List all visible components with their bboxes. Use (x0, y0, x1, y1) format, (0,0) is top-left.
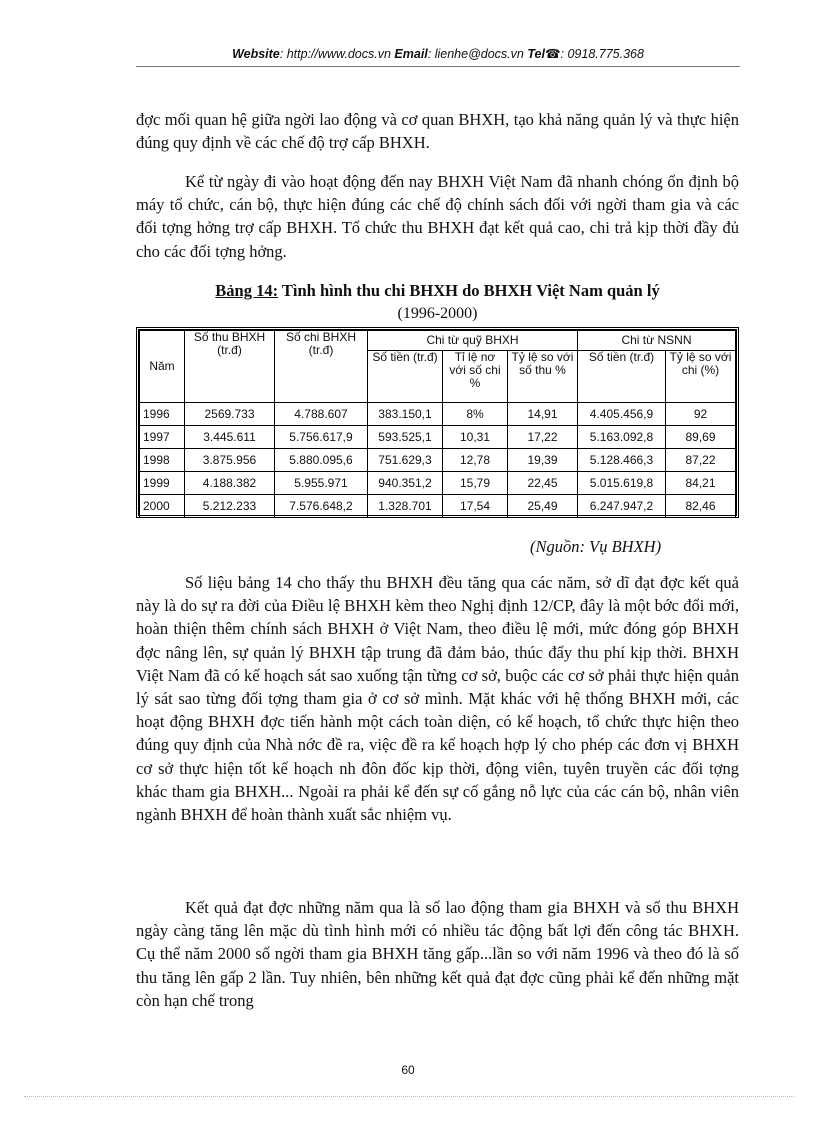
table-row (140, 495, 736, 518)
table-cell: 89,69 (666, 426, 736, 449)
table-source: (Nguồn: Vụ BHXH) (530, 537, 662, 556)
page-number: 60 (401, 1063, 415, 1077)
col-group-budget: Chi từ NSNN (578, 331, 736, 351)
col-header-expense: Số chi BHXH (tr.đ) (275, 331, 368, 403)
tel-label: Tel (527, 47, 545, 61)
table-cell: 4.405.456,9 (578, 403, 666, 426)
table-cell: 25,49 (508, 495, 578, 518)
table-cell: 17,22 (508, 426, 578, 449)
table-cell: 1999 (140, 472, 185, 495)
table-subtitle: (1996-2000) (397, 305, 478, 322)
table-cell: 5.880.095,6 (275, 449, 368, 472)
table-cell: 7.576.648,2 (275, 495, 368, 518)
table-cell: 5.015.619,8 (578, 472, 666, 495)
table-row (140, 449, 736, 472)
table-cell: 1996 (140, 403, 185, 426)
table-cell: 940.351,2 (368, 472, 443, 495)
table-cell: 5.212.233 (185, 495, 275, 518)
table-cell: 22,45 (508, 472, 578, 495)
col-header-year: Năm (140, 331, 185, 403)
data-table-frame (136, 327, 739, 518)
email-value: : lienhe@docs.vn (427, 47, 524, 61)
table-cell: 12,78 (443, 449, 508, 472)
table-cell: 4.788.607 (275, 403, 368, 426)
table-cell: 1.328.701 (368, 495, 443, 518)
table-cell: 92 (666, 403, 736, 426)
table-row (140, 472, 736, 495)
table-cell: 1998 (140, 449, 185, 472)
table-row (140, 426, 736, 449)
paragraph-3: Số liệu bảng 14 cho thấy thu BHXH đều tăng qua các năm, sở dĩ đạt đợc kết quả này là do sự ra đời của Điều lệ BHXH kèm theo Nghị định 12/CP, đây là một bớc đổi mới, hoàn thiện thêm chính sách BHXH ở Việt Nam, theo điều lệ mới, mức đóng góp BHXH đợc nâng lên, sự quản lý BHXH tập trung đã đảm bảo, thúc đẩy thu phí kịp thời. BHXH Việt Nam đã có kế hoạch sát sao xuống tận từng cơ sở, buộc các cơ sở phải thực hiện quản lý sát sao từng đối tợng tham gia ở cơ sở mình. Mặt khác với hệ thống BHXH mới, các hoạt động BHXH đợc tiến hành một cách toàn diện, có kế hoạch, tổ chức thực hiện theo đúng quy định của Nhà nớc đề ra, việc đề ra kế hoạch hợp lý cho phép các đơn vị BHXH cơ sở thực hiện tốt kế hoạch nh đôn đốc kịp thời, động viên, tuyên truyền các đối tợng khác tham gia BHXH... Ngoài ra phải kể đến sự cố gắng nỗ lực của các cán bộ, nhân viên ngành BHXH để hoàn thành xuất sắc nhiệm vụ. (136, 573, 739, 825)
tel-value: ☎: 0918.775.368 (544, 47, 644, 61)
col-group-fund: Chi từ quỹ BHXH (368, 331, 578, 351)
table-cell: 5.163.092,8 (578, 426, 666, 449)
table-cell: 10,31 (443, 426, 508, 449)
table-cell: 1997 (140, 426, 185, 449)
paragraph-4: Kết quả đạt đợc những năm qua là số lao động tham gia BHXH và số thu BHXH ngày càng tăng lên mặc dù tình hình mới có nhiều tác động bất lợi đến công tác BHXH. Cụ thể năm 2000 số ngời tham gia BHXH tăng gấp...lần so với năm 1996 và theo đó là số thu tăng lên gấp 2 lần. Tuy nhiên, bên những kết quả đạt đợc cũng phải kể đến những mặt còn hạn chế trong (136, 898, 739, 1010)
table-cell: 3.875.956 (185, 449, 275, 472)
table-cell: 3.445.611 (185, 426, 275, 449)
table-cell: 383.150,1 (368, 403, 443, 426)
table-cell: 2569.733 (185, 403, 275, 426)
website-value: : http://www.docs.vn (279, 47, 391, 61)
col-header-fund-ratio-revenue: Tỷ lệ so với số thu % (508, 351, 578, 403)
col-header-budget-amount: Số tiền (tr.đ) (578, 351, 666, 403)
table-cell: 5.756.617,9 (275, 426, 368, 449)
table-cell: 19,39 (508, 449, 578, 472)
footer-divider (24, 1096, 794, 1097)
col-header-revenue: Số thu BHXH (tr.đ) (185, 331, 275, 403)
email-label: Email (394, 47, 428, 61)
col-header-fund-amount: Số tiền (tr.đ) (368, 351, 443, 403)
header-divider (136, 66, 740, 67)
table-cell: 17,54 (443, 495, 508, 518)
table-title (136, 281, 739, 301)
table-cell: 8% (443, 403, 508, 426)
table-cell: 5.955.971 (275, 472, 368, 495)
page-header (136, 46, 740, 61)
table-cell: 87,22 (666, 449, 736, 472)
table-cell: 4.188.382 (185, 472, 275, 495)
table-cell: 751.629,3 (368, 449, 443, 472)
table-cell: 5.128.466,3 (578, 449, 666, 472)
table-row (140, 403, 736, 426)
table-cell: 84,21 (666, 472, 736, 495)
table-cell: 15,79 (443, 472, 508, 495)
table-cell: 6.247.947,2 (578, 495, 666, 518)
paragraph-1: đợc mối quan hệ giữa ngời lao động và cơ quan BHXH, tạo khả năng quản lý và thực hiện đúng quy định về các chế độ trợ cấp BHXH. (136, 110, 739, 153)
table-cell: 2000 (140, 495, 185, 518)
col-header-budget-ratio: Tỷ lệ so với chi (%) (666, 351, 736, 403)
table-cell: 14,91 (508, 403, 578, 426)
table-cell: 593.525,1 (368, 426, 443, 449)
table-cell: 82,46 (666, 495, 736, 518)
table-title-label: Bảng 14: (215, 281, 279, 300)
paragraph-2: Kể từ ngày đi vào hoạt động đến nay BHXH Việt Nam đã nhanh chóng ổn định bộ máy tổ chức, cán bộ, thực hiện đúng các chế độ chính sách đối với ngời tham gia và các đối tợng hởng trợ cấp BHXH. Tổ chức thu BHXH đạt kết quả cao, chi trả kịp thời đầy đủ cho các đối tợng hởng. (136, 172, 739, 261)
col-header-fund-ratio-expense: Tỉ lệ nơ với số chi % (443, 351, 508, 403)
table-title-text: Tình hình thu chi BHXH do BHXH Việt Nam quản lý (278, 281, 660, 300)
website-label: Website (232, 47, 280, 61)
data-table (139, 330, 736, 518)
